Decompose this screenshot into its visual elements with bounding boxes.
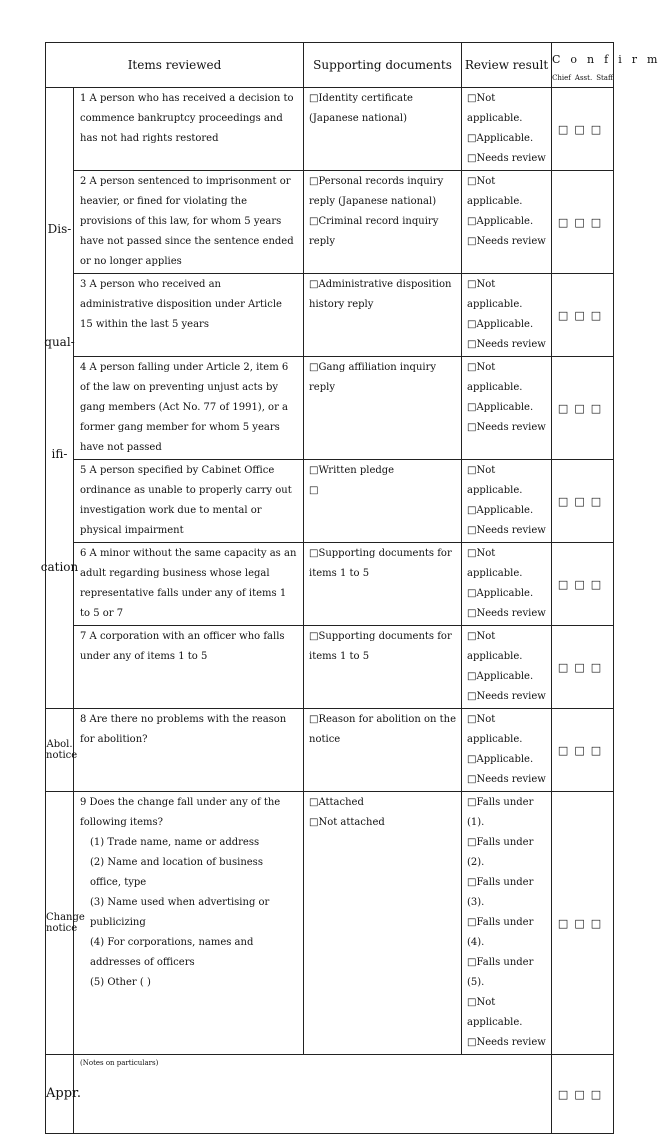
checkbox-icon: □ bbox=[309, 216, 319, 227]
change-results bbox=[462, 792, 552, 1055]
confirm-assistant-checkbox[interactable]: □ bbox=[574, 916, 591, 930]
checkbox-icon: □ bbox=[467, 339, 477, 350]
confirm-assistant-checkbox[interactable]: □ bbox=[574, 743, 591, 757]
header-row bbox=[46, 43, 614, 88]
confirm-staff-checkbox[interactable]: □ bbox=[590, 660, 608, 674]
item-results bbox=[462, 709, 552, 792]
item-results bbox=[462, 626, 552, 709]
change-category: Change notice bbox=[46, 792, 74, 1055]
doc-checkbox[interactable]: □Reason for abolition on the notice bbox=[309, 714, 456, 745]
checkbox-icon: □ bbox=[467, 525, 477, 536]
item-documents bbox=[304, 460, 462, 543]
result-needs-review[interactable]: □Needs review bbox=[467, 339, 546, 350]
change-row bbox=[46, 792, 614, 1055]
item-documents bbox=[304, 357, 462, 460]
confirm-boxes bbox=[552, 460, 614, 543]
checkbox-icon: □ bbox=[467, 1037, 477, 1048]
checkbox-icon: □ bbox=[467, 671, 477, 682]
role-staff: Staff bbox=[596, 74, 613, 82]
result-needs-review[interactable]: □Needs review bbox=[467, 608, 546, 619]
confirm-staff-checkbox[interactable]: □ bbox=[590, 916, 608, 930]
confirm-boxes bbox=[552, 171, 614, 274]
confirm-chief-checkbox[interactable]: □ bbox=[557, 1087, 575, 1101]
checkbox-icon: □ bbox=[467, 631, 477, 642]
approval-notes: (Notes on particulars) bbox=[74, 1055, 552, 1134]
disqualification-category bbox=[40, 88, 79, 709]
checkbox-icon: □ bbox=[309, 93, 319, 104]
checkbox-icon: □ bbox=[467, 216, 477, 227]
item-text: 7 A corporation with an officer who falls under any of items 1 to 5 bbox=[74, 626, 304, 709]
item-results bbox=[462, 460, 552, 543]
confirm-boxes bbox=[552, 1055, 614, 1134]
item-row bbox=[46, 626, 614, 709]
checkbox-icon: □ bbox=[309, 279, 319, 290]
item-text: 8 Are there no problems with the reason for abolition? bbox=[74, 709, 304, 792]
confirm-staff-checkbox[interactable]: □ bbox=[590, 494, 608, 508]
result-applicable[interactable]: □Applicable. bbox=[467, 216, 534, 227]
doc-checkbox[interactable]: □Identity certificate (Japanese national) bbox=[309, 93, 413, 124]
result-not-applicable[interactable]: □Not applicable. bbox=[467, 362, 523, 393]
doc-checkbox[interactable]: □Personal records inquiry reply (Japanese national) bbox=[309, 176, 444, 207]
change-sub-1: (1) Trade name, name or address bbox=[90, 837, 260, 848]
result-applicable[interactable]: □Applicable. bbox=[467, 754, 534, 765]
category-char: ifi- bbox=[51, 447, 68, 462]
change-documents bbox=[304, 792, 462, 1055]
confirm-chief-checkbox[interactable]: □ bbox=[557, 494, 575, 508]
item-documents bbox=[304, 543, 462, 626]
confirm-chief-checkbox[interactable]: □ bbox=[557, 743, 575, 757]
checkbox-icon: □ bbox=[467, 176, 477, 187]
checkbox-icon: □ bbox=[467, 917, 477, 928]
item-results bbox=[462, 274, 552, 357]
result-needs-review[interactable]: □Needs review bbox=[467, 691, 546, 702]
item-row bbox=[46, 460, 614, 543]
approval-row bbox=[46, 1055, 614, 1134]
item-text: 3 A person who received an administrative disposition under Article 15 within the last 5 years bbox=[74, 274, 304, 357]
result-needs-review[interactable]: □Needs review bbox=[467, 422, 546, 433]
checkbox-icon: □ bbox=[467, 774, 477, 785]
result-applicable[interactable]: □Applicable. bbox=[467, 588, 534, 599]
checkbox-icon: □ bbox=[467, 422, 477, 433]
confirm-chief-checkbox[interactable]: □ bbox=[557, 122, 575, 136]
result-applicable[interactable]: □Applicable. bbox=[467, 133, 534, 144]
checkbox-icon: □ bbox=[467, 402, 477, 413]
result-needs-review[interactable]: □Needs review bbox=[467, 525, 546, 536]
confirm-boxes bbox=[552, 709, 614, 792]
category-char: qual- bbox=[44, 334, 75, 349]
confirm-staff-checkbox[interactable]: □ bbox=[590, 215, 608, 229]
checkbox-icon: □ bbox=[467, 319, 477, 330]
change-sub-5: (5) Other ( ) bbox=[90, 977, 151, 988]
item-row bbox=[46, 274, 614, 357]
checkbox-icon: □ bbox=[467, 608, 477, 619]
checkbox-icon: □ bbox=[309, 362, 319, 373]
checkbox-icon: □ bbox=[467, 837, 477, 848]
result-needs-review[interactable]: □Needs review bbox=[467, 774, 546, 785]
rows-body bbox=[40, 88, 614, 1134]
checkbox-icon: □ bbox=[467, 691, 477, 702]
confirm-boxes bbox=[552, 88, 614, 171]
result-needs-review[interactable]: □Needs review bbox=[467, 1037, 546, 1048]
confirm-boxes bbox=[552, 274, 614, 357]
confirm-chief-checkbox[interactable]: □ bbox=[557, 215, 575, 229]
doc-checkbox[interactable]: □Gang affiliation inquiry reply bbox=[309, 362, 437, 393]
checkbox-icon: □ bbox=[467, 279, 477, 290]
result-falls-5[interactable]: □Falls under (5). bbox=[467, 957, 534, 988]
doc-attached[interactable]: □Attached bbox=[309, 797, 364, 808]
doc-checkbox[interactable] bbox=[309, 481, 456, 501]
confirm-assistant-checkbox[interactable]: □ bbox=[574, 401, 591, 415]
role-assistant: Asst. bbox=[574, 74, 593, 82]
confirm-staff-checkbox[interactable]: □ bbox=[590, 743, 608, 757]
confirm-boxes bbox=[552, 543, 614, 626]
confirm-title: Confirm bbox=[552, 53, 667, 66]
result-falls-2[interactable]: □Falls under (2). bbox=[467, 837, 534, 868]
result-applicable[interactable]: □Applicable. bbox=[467, 505, 534, 516]
doc-checkbox[interactable]: □Administrative disposition history reply bbox=[309, 279, 452, 310]
result-falls-3[interactable]: □Falls under (3). bbox=[467, 877, 534, 908]
confirm-assistant-checkbox[interactable]: □ bbox=[574, 122, 591, 136]
result-needs-review[interactable]: □Needs review bbox=[467, 236, 546, 247]
result-needs-review[interactable]: □Needs review bbox=[467, 153, 546, 164]
result-applicable[interactable]: □Applicable. bbox=[467, 671, 534, 682]
confirm-chief-checkbox[interactable]: □ bbox=[557, 401, 575, 415]
abolition-category: Abol. notice bbox=[46, 709, 74, 792]
checkbox-icon: □ bbox=[467, 714, 477, 725]
item-documents bbox=[304, 709, 462, 792]
result-not-applicable[interactable]: □Not applicable. bbox=[467, 997, 523, 1028]
doc-checkbox[interactable]: □Supporting documents for items 1 to 5 bbox=[309, 631, 452, 662]
item-text: 5 A person specified by Cabinet Office ordinance as unable to properly carry out investigation work due to mental or physical impairment bbox=[74, 460, 304, 543]
checkbox-icon: □ bbox=[309, 714, 319, 725]
review-table bbox=[40, 42, 667, 1134]
change-item bbox=[74, 792, 304, 1055]
item-results bbox=[462, 543, 552, 626]
checkbox-icon: □ bbox=[309, 631, 319, 642]
result-not-applicable[interactable]: □Not applicable. bbox=[467, 548, 523, 579]
doc-checkbox[interactable]: □Criminal record inquiry reply bbox=[309, 216, 439, 247]
checkbox-icon: □ bbox=[467, 797, 477, 808]
checkbox-icon: □ bbox=[309, 465, 319, 476]
confirm-boxes bbox=[552, 357, 614, 460]
header-documents: Supporting documents bbox=[304, 43, 462, 88]
checkbox-icon: □ bbox=[309, 548, 319, 559]
change-sub-4: (4) For corporations, names and addresses of officers bbox=[90, 937, 254, 968]
confirm-chief-checkbox[interactable]: □ bbox=[557, 660, 575, 674]
checkbox-icon: □ bbox=[309, 176, 319, 187]
approval-category: Appr. bbox=[46, 1055, 74, 1134]
confirm-boxes bbox=[552, 626, 614, 709]
item-text: 4 A person falling under Article 2, item 6 of the law on preventing unjust acts by gang members (Act No. 77 of 1991), or a former gang member for whom 5 years have not passed bbox=[74, 357, 304, 460]
item-results bbox=[462, 88, 552, 171]
confirm-staff-checkbox[interactable]: □ bbox=[590, 308, 608, 322]
checkbox-icon: □ bbox=[467, 588, 477, 599]
category-char: cation bbox=[40, 559, 79, 574]
item-row bbox=[46, 88, 614, 171]
checkbox-icon: □ bbox=[467, 754, 477, 765]
checkbox-icon: □ bbox=[467, 153, 477, 164]
item-documents bbox=[304, 274, 462, 357]
item-documents bbox=[304, 626, 462, 709]
confirm-assistant-checkbox[interactable]: □ bbox=[574, 660, 591, 674]
item-documents bbox=[304, 88, 462, 171]
checkbox-icon: □ bbox=[309, 817, 319, 828]
review-checklist bbox=[40, 42, 667, 1134]
result-not-applicable[interactable]: □Not applicable. bbox=[467, 176, 523, 207]
result-not-applicable[interactable]: □Not applicable. bbox=[467, 631, 523, 662]
item-text: 6 A minor without the same capacity as an adult regarding business whose legal representative falls under any of items 1 to 5 or 7 bbox=[74, 543, 304, 626]
checkbox-icon: □ bbox=[467, 548, 477, 559]
confirm-assistant-checkbox[interactable]: □ bbox=[574, 215, 591, 229]
confirm-staff-checkbox[interactable]: □ bbox=[590, 1087, 608, 1101]
checkbox-icon: □ bbox=[467, 133, 477, 144]
item-row bbox=[46, 543, 614, 626]
change-sub-2: (2) Name and location of business office, type bbox=[90, 857, 263, 888]
checkbox-icon: □ bbox=[467, 957, 477, 968]
item-row bbox=[46, 357, 614, 460]
header-items: Items reviewed bbox=[46, 43, 304, 88]
confirm-boxes bbox=[552, 792, 614, 1055]
result-falls-4[interactable]: □Falls under (4). bbox=[467, 917, 534, 948]
confirm-assistant-checkbox[interactable]: □ bbox=[574, 1087, 591, 1101]
confirm-assistant-checkbox[interactable]: □ bbox=[574, 494, 591, 508]
confirm-chief-checkbox[interactable]: □ bbox=[557, 916, 575, 930]
doc-checkbox[interactable]: □Supporting documents for items 1 to 5 bbox=[309, 548, 452, 579]
result-falls-1[interactable]: □Falls under (1). bbox=[467, 797, 534, 828]
confirm-staff-checkbox[interactable]: □ bbox=[590, 122, 608, 136]
result-applicable[interactable]: □Applicable. bbox=[467, 319, 534, 330]
checkbox-icon: □ bbox=[467, 505, 477, 516]
checkbox-icon: □ bbox=[309, 797, 319, 808]
result-applicable[interactable]: □Applicable. bbox=[467, 402, 534, 413]
confirm-roles bbox=[552, 74, 613, 82]
header-result: Review result bbox=[462, 43, 552, 88]
result-not-applicable[interactable]: □Not applicable. bbox=[467, 714, 523, 745]
checkbox-icon: □ bbox=[467, 362, 477, 373]
item-results bbox=[462, 171, 552, 274]
checkbox-icon: □ bbox=[467, 465, 477, 476]
doc-checkbox[interactable]: □Written pledge bbox=[309, 465, 395, 476]
role-chief: Chief bbox=[552, 74, 571, 82]
item-text: 1 A person who has received a decision to commence bankruptcy proceedings and has not had rights restored bbox=[74, 88, 304, 171]
confirm-chief-checkbox[interactable]: □ bbox=[557, 308, 575, 322]
checkbox-icon: □ bbox=[467, 877, 477, 888]
result-not-applicable[interactable]: □Not applicable. bbox=[467, 465, 523, 496]
item-results bbox=[462, 357, 552, 460]
item-row bbox=[46, 709, 614, 792]
confirm-assistant-checkbox[interactable]: □ bbox=[574, 577, 591, 591]
item-documents bbox=[304, 171, 462, 274]
checkbox-icon: □ bbox=[467, 997, 477, 1008]
item-row bbox=[46, 171, 614, 274]
category-char: Dis- bbox=[47, 222, 72, 237]
change-intro: 9 Does the change fall under any of the following items? bbox=[80, 797, 281, 828]
result-not-applicable[interactable]: □Not applicable. bbox=[467, 279, 523, 310]
confirm-chief-checkbox[interactable]: □ bbox=[557, 577, 575, 591]
checkbox-icon: □ bbox=[467, 236, 477, 247]
confirm-staff-checkbox[interactable]: □ bbox=[590, 401, 608, 415]
confirm-assistant-checkbox[interactable]: □ bbox=[574, 308, 591, 322]
checkbox-icon: □ bbox=[309, 485, 319, 496]
checkbox-icon: □ bbox=[467, 93, 477, 104]
header-confirm bbox=[552, 43, 667, 88]
confirm-staff-checkbox[interactable]: □ bbox=[590, 577, 608, 591]
doc-not-attached[interactable]: □Not attached bbox=[309, 817, 385, 828]
change-sub-3: (3) Name used when advertising or publicizing bbox=[90, 897, 270, 928]
result-not-applicable[interactable]: □Not applicable. bbox=[467, 93, 523, 124]
item-text: 2 A person sentenced to imprisonment or heavier, or fined for violating the provisions of this law, for whom 5 years have not passed since the sentence ended or no longer applies bbox=[74, 171, 304, 274]
